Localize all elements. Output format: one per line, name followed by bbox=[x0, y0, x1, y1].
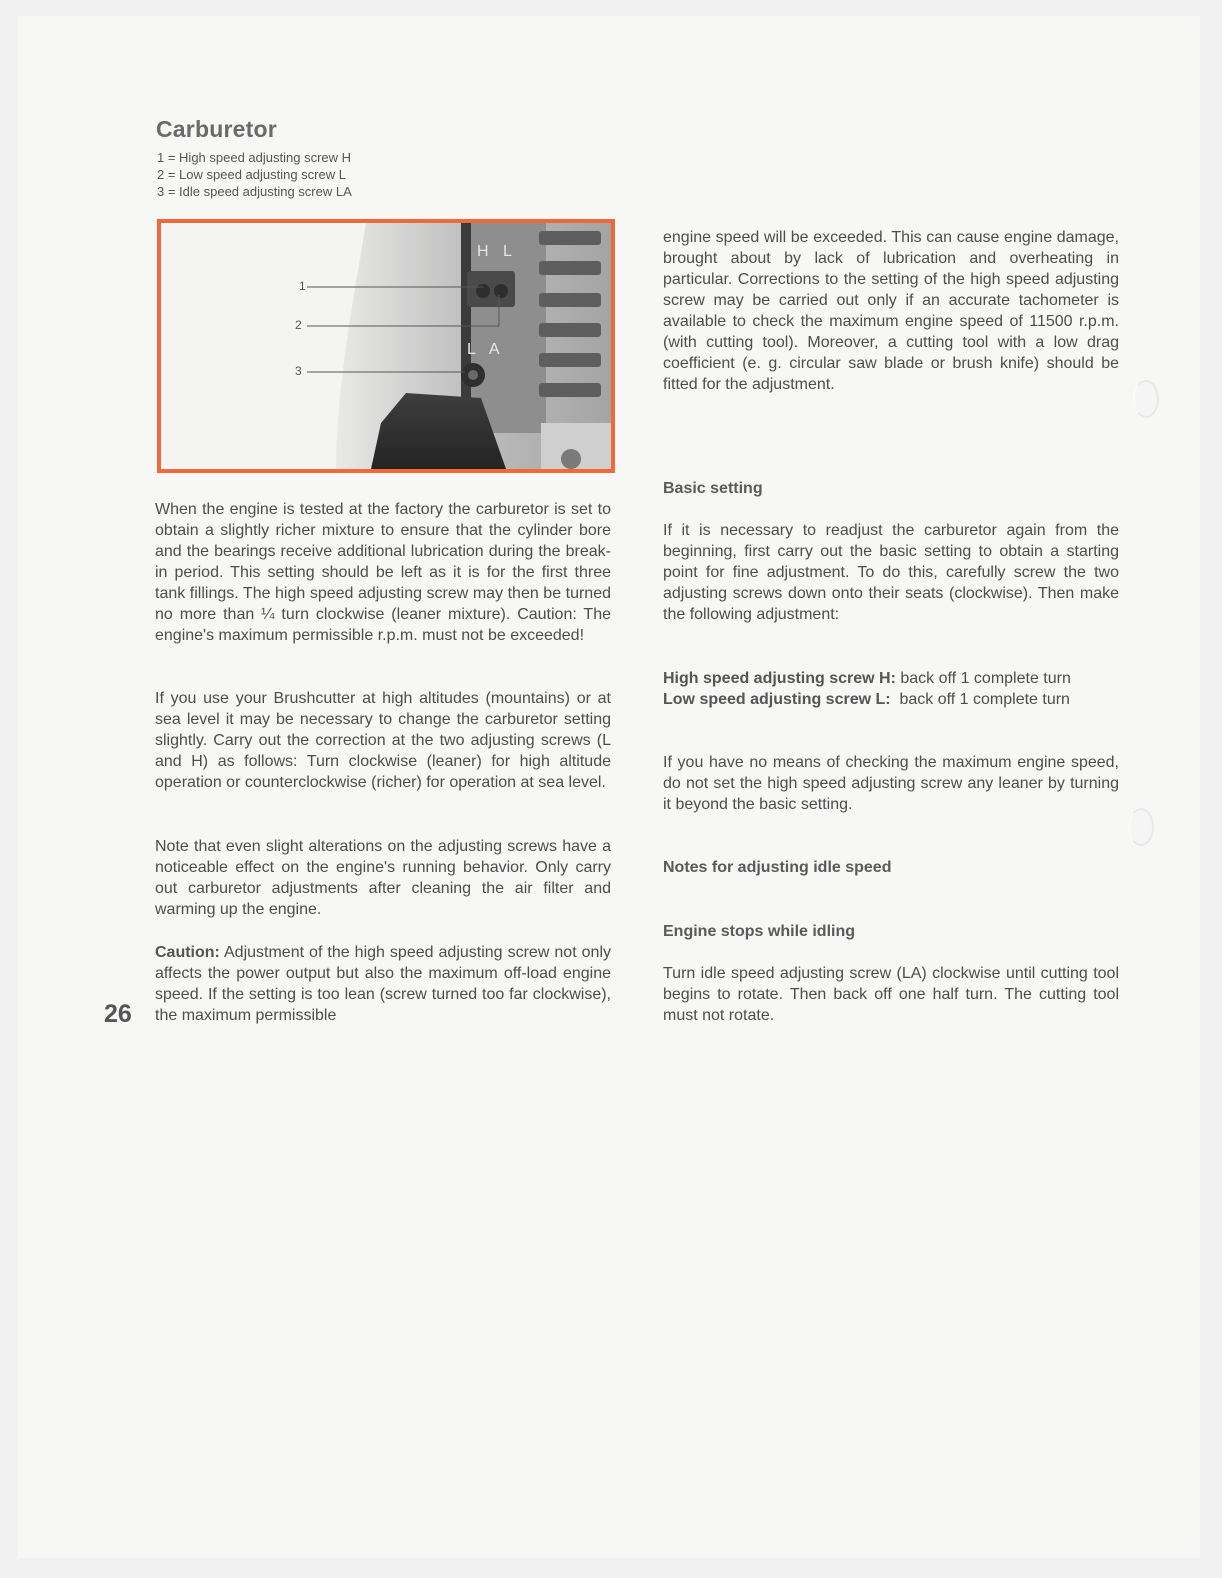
page-title: Carburetor bbox=[156, 116, 277, 142]
basic-setting-heading: Basic setting bbox=[663, 480, 763, 497]
callout-3: 3 bbox=[295, 364, 302, 378]
label-hl: H L bbox=[477, 243, 517, 260]
carburetor-illustration bbox=[161, 223, 611, 469]
punch-hole-mark bbox=[1133, 380, 1159, 418]
left-paragraph-3: Note that even slight alterations on the adjusting screws have a noticeable effect on the engine's running behavior. Only carry out carburetor adjustments after cleaning the air filter and warming up the engine. bbox=[155, 838, 611, 918]
basic-setting-text: If it is necessary to readjust the carburetor again from the beginning, first carry out the basic setting to obtain a starting point for fine adjustment. To do this, carefully screw the two adjusting screws down onto their seats (clockwise). Then make the following adjustment: bbox=[663, 522, 1119, 623]
figure-legend bbox=[157, 149, 352, 200]
no-means-text: If you have no means of checking the maximum engine speed, do not set the high speed adjusting screw any leaner by turning it beyond the basic setting. bbox=[663, 754, 1119, 813]
callout-1: 1 bbox=[299, 279, 306, 293]
left-paragraph-2: If you use your Brushcutter at high altitudes (mountains) or at sea level it may be necessary to change the carburetor setting slightly. Carry out the correction at the two adjusting screws (L and H) as follows: Turn clockwise (leaner) for high altitude operation or counterclockwise (richer) for operation at sea level. bbox=[155, 690, 611, 791]
engine-stops-heading: Engine stops while idling bbox=[663, 923, 856, 940]
engine-stops-text: Turn idle speed adjusting screw (LA) clockwise until cutting tool begins to rotate. Then back off one half turn. The cutting tool must not rotate. bbox=[663, 965, 1119, 1024]
page-number: 26 bbox=[104, 1000, 132, 1028]
idle-notes-heading: Notes for adjusting idle speed bbox=[663, 859, 892, 876]
legend-item: 3 = Idle speed adjusting screw LA bbox=[157, 184, 352, 199]
caution-text: Adjustment of the high speed adjusting screw not only affects the power output but also the maximum off-load engine speed. If the setting is too lean (screw turned too far clockwise), the maximum permissible bbox=[155, 944, 611, 1024]
left-paragraph-caution bbox=[155, 942, 611, 1026]
high-speed-setting: High speed adjusting screw H: back off 1 complete turn bbox=[663, 670, 1071, 687]
caution-label: Caution: bbox=[155, 944, 220, 961]
callout-2: 2 bbox=[295, 318, 302, 332]
right-paragraph-1: engine speed will be exceeded. This can cause engine damage, brought about by lack of lubrication and overheating in particular. Corrections to the setting of the high speed adjusting screw may be carried out only if an accurate tachometer is available to check the maximum engine speed of 11500 r.p.m. (with cutting tool). Moreover, a cutting tool with a low drag coefficient (e. g. circular saw blade or brush knife) should be fitted for the adjustment. bbox=[663, 229, 1119, 393]
carburetor-photo bbox=[157, 219, 615, 473]
label-la: L A bbox=[467, 341, 505, 358]
punch-hole-mark bbox=[1128, 808, 1154, 846]
legend-item: 2 = Low speed adjusting screw L bbox=[157, 167, 346, 182]
screw-settings bbox=[663, 668, 1119, 710]
low-speed-setting: Low speed adjusting screw L: back off 1 complete turn bbox=[663, 691, 1070, 708]
left-paragraph-1: When the engine is tested at the factory the carburetor is set to obtain a slightly richer mixture to ensure that the cylinder bore and the bearings receive additional lubrication during the break-in period. This setting should be left as it is for the first three tank fillings. The high speed adjusting screw may then be turned no more than ¼ turn clockwise (leaner mixture). Caution: The engine's maximum permissible r.p.m. must not be exceeded! bbox=[155, 501, 611, 644]
legend-item: 1 = High speed adjusting screw H bbox=[157, 150, 352, 165]
